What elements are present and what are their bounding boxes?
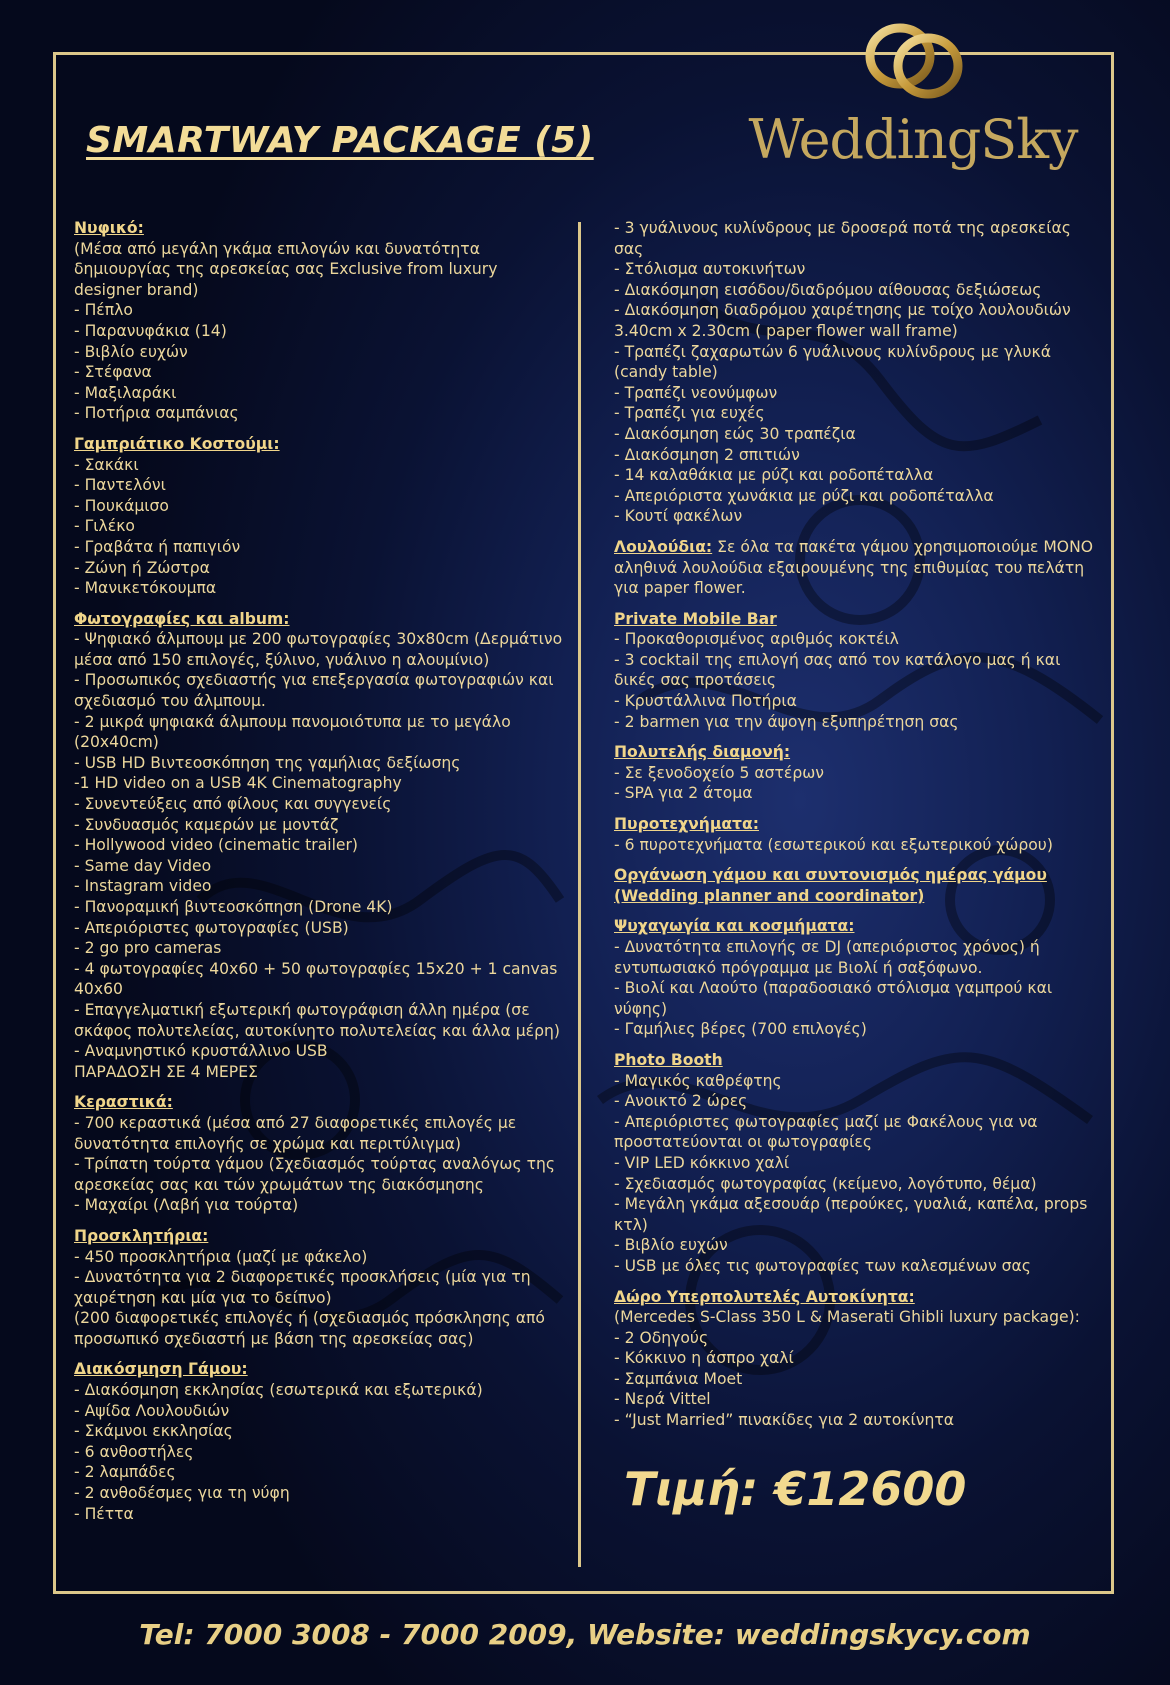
section-heading-line	[74, 1092, 570, 1113]
contact-footer: Tel: 7000 3008 - 7000 2009, Website: weddingskycy.com	[139, 1618, 1031, 1651]
section-heading-line	[614, 1287, 1094, 1308]
section-heading-line	[614, 916, 1094, 937]
section-heading-line	[74, 434, 570, 455]
package-item: - Απεριόριστα χωνάκια με ρύζι και ροδοπέταλλα	[614, 486, 994, 505]
package-item: - Βιβλίο ευχών	[74, 342, 188, 361]
package-item: - Τραπέζι νεονύμφων	[614, 383, 778, 402]
package-section	[74, 1226, 570, 1350]
package-item: - USB HD Βιντεοσκόπηση της γαμήλιας δεξίωσης	[74, 753, 461, 772]
package-section	[614, 742, 1094, 804]
section-heading: Νυφικό:	[74, 219, 144, 237]
section-heading: Κεραστικά:	[74, 1093, 173, 1112]
section-heading: Πολυτελής διαμονή:	[614, 743, 791, 762]
section-heading-line	[74, 1359, 570, 1380]
package-item: - Βιβλίο ευχών	[614, 1236, 728, 1255]
package-item: - Μεγάλη γκάμα αξεσουάρ (περούκες, γυαλιά, καπέλα, props κτλ)	[614, 1195, 1088, 1234]
package-item: - Στόλισμα αυτοκινήτων	[614, 260, 806, 279]
package-item: - Τρίπατη τούρτα γάμου (Σχεδιασμός τούρτας αναλόγως της αρεσκείας σας και τών χρωμάτων της διακόσμησης	[74, 1155, 556, 1194]
package-section	[614, 916, 1094, 1040]
package-item: - Instagram video	[74, 877, 212, 896]
package-item: - Επαγγελματική εξωτερική φωτογράφιση άλλη ημέρα (σε σκάφος πολυτελείας, αυτοκίνητο πολυτελείας και άλλα μέρη)	[74, 1000, 560, 1040]
package-item: - VIP LED κόκκινο χαλί	[614, 1153, 790, 1172]
package-item: - Ποτήρια σαμπάνιας	[74, 404, 239, 423]
package-item: - Μαξιλαράκι	[74, 383, 177, 402]
package-item: - Hollywood video (cinematic trailer)	[74, 836, 359, 855]
package-item: - Παντελόνι	[74, 476, 166, 495]
package-item: - Γραβάτα ή παπιγιόν	[74, 537, 241, 556]
wedding-rings-icon	[860, 16, 970, 106]
package-item: - Γιλέκο	[74, 517, 135, 536]
package-section	[614, 1287, 1094, 1431]
package-section	[74, 218, 570, 424]
package-item: - Νερά Vittel	[614, 1390, 711, 1409]
package-item: - Απεριόριστες φωτογραφίες μαζί με Φακέλους για να προστατεύονται οι φωτογραφίες	[614, 1112, 1038, 1152]
package-item: - 2 λαμπάδες	[74, 1463, 176, 1482]
section-heading: Δώρο Υπερπολυτελές Αυτοκίνητα:	[614, 1287, 915, 1306]
package-item: - Διακόσμηση εκκλησίας (εσωτερικά και εξωτερικά)	[74, 1381, 483, 1400]
section-heading: Οργάνωση γάμου και συντονισμός ημέρας γάμου (Wedding planner and coordinator)	[614, 866, 1047, 905]
section-heading: Private Mobile Bar	[614, 609, 777, 628]
package-section	[614, 609, 1094, 733]
logo-wordmark: WeddingSky	[748, 108, 1078, 171]
package-item: - Πέττα	[74, 1504, 134, 1523]
right-column	[614, 218, 1094, 1441]
package-item: - 3 cocktail της επιλογή σας από τον κατάλογο μας ή και δικές σας προτάσεις	[614, 650, 1061, 690]
package-item: - “Just Married” πινακίδες για 2 αυτοκίνητα	[614, 1411, 955, 1430]
package-item: (Mercedes S-Class 350 L & Maserati Ghibli luxury package):	[614, 1308, 1080, 1327]
package-item: - Σκάμνοι εκκλησίας	[74, 1422, 233, 1441]
package-item: - 450 προσκλητήρια (μαζί με φάκελο)	[74, 1247, 368, 1266]
package-item: - Πανοραμική βιντεοσκόπηση (Drone 4K)	[74, 898, 393, 916]
section-heading: Λουλούδια:	[614, 537, 713, 556]
package-section	[614, 218, 1094, 527]
section-heading-line	[614, 537, 1094, 599]
package-item: - SPA για 2 άτομα	[614, 784, 753, 803]
weddingsky-logo	[738, 16, 1088, 176]
package-item: ΠΑΡΑΔΟΣΗ ΣΕ 4 ΜΕΡΕΣ	[74, 1062, 258, 1081]
package-item: (Μέσα από μεγάλη γκάμα επιλογών και δυνατότητα δημιουργίας της αρεσκείας σας Exclusive from luxury designer brand)	[74, 239, 498, 299]
package-item: (200 διαφορετικές επιλογές ή (σχεδιασμός πρόσκλησης από προσωπικό σχεδιαστή με βάση της αρεσκείας σας)	[74, 1309, 545, 1348]
package-title: SMARTWAY PACKAGE (5)	[86, 120, 594, 161]
package-item: - Βιολί και Λαούτο (παραδοσιακό στόλισμα γαμπρού και νύφης)	[614, 979, 1053, 1018]
package-item: - Παρανυφάκια (14)	[74, 321, 227, 340]
section-heading-line	[74, 218, 570, 239]
package-section	[614, 814, 1094, 855]
package-item: - Συνεντεύξεις από φίλους και συγγενείς	[74, 795, 392, 814]
package-section	[74, 1359, 570, 1524]
section-heading: Προσκλητήρια:	[74, 1226, 209, 1245]
section-heading: Διακόσμηση Γάμου:	[74, 1360, 248, 1379]
package-item: - Συνδυασμός καμερών με μοντάζ	[74, 815, 339, 834]
package-item: - Διακόσμηση εισόδου/διαδρόμου αίθουσας δεξιώσεως	[614, 280, 1042, 299]
package-item: - Δυνατότητα επιλογής σε DJ (απεριόριστος χρόνος) ή εντυπωσιακό πρόγραμμα με Βιολί ή σαξόφωνο.	[614, 938, 1040, 977]
package-item: - Προκαθορισμένος αριθμός κοκτέιλ	[614, 630, 899, 649]
package-section	[614, 1050, 1094, 1277]
section-heading: Γαμπριάτικο Κοστούμι:	[74, 434, 280, 453]
package-item: - Σε ξενοδοχείο 5 αστέρων	[614, 763, 825, 782]
package-item: -1 HD video on a USB 4K Cinematography	[74, 774, 402, 793]
section-heading-line	[614, 814, 1094, 835]
package-item: - Γαμήλιες βέρες (700 επιλογές)	[614, 1020, 867, 1039]
package-item: - Αναμνηστικό κρυστάλλινο USB	[74, 1042, 328, 1061]
package-item: - Απεριόριστες φωτογραφίες (USB)	[74, 918, 349, 937]
package-item: - 2 μικρά ψηφιακά άλμπουμ πανομοιότυπα με το μεγάλο (20x40cm)	[74, 712, 511, 752]
column-divider	[578, 222, 581, 1567]
package-section	[74, 1092, 570, 1216]
section-heading: Photo Booth	[614, 1050, 723, 1069]
section-inline-text: Σε όλα τα πακέτα γάμου χρησιμοποιούμε ΜΟΝΟ αληθινά λουλούδια εξαιρουμένης της επιθυμίας του πελάτη για paper flower.	[614, 537, 1094, 598]
section-heading: Ψυχαγωγία και κοσμήματα:	[614, 917, 855, 936]
section-heading-line	[74, 609, 570, 630]
package-item: - 2 ανθοδέσμες για τη νύφη	[74, 1484, 290, 1503]
package-item: - Τραπέζι για ευχές	[614, 404, 765, 423]
package-item: - Μανικετόκουμπα	[74, 579, 217, 598]
package-section	[74, 609, 570, 1083]
section-heading-line	[614, 1050, 1094, 1071]
package-item: - Ψηφιακό άλμπουμ με 200 φωτογραφίες 30x80cm (Δερμάτινο μέσα από 150 επιλογές, ξύλινο, γυάλινο η αλουμίνιο)	[74, 630, 563, 669]
package-item: - Ανοικτό 2 ώρες	[614, 1092, 748, 1111]
section-heading-line	[614, 609, 1094, 630]
package-item: - 14 καλαθάκια με ρύζι και ροδοπέταλλα	[614, 466, 934, 485]
left-column	[74, 218, 570, 1534]
package-section	[614, 865, 1094, 906]
package-item: - USB με όλες τις φωτογραφίες των καλεσμένων σας	[614, 1256, 1031, 1275]
package-item: - Κουτί φακέλων	[614, 507, 743, 526]
package-item: - 3 γυάλινους κυλίνδρους με δροσερά ποτά της αρεσκείας σας	[614, 219, 1071, 258]
package-item: - 6 ανθοστήλες	[74, 1442, 194, 1461]
package-item: - Διακόσμηση διαδρόμου χαιρέτησης με τοίχο λουλουδιών 3.40cm x 2.30cm ( paper flower wall frame)	[614, 301, 1071, 340]
package-item: - Πουκάμισο	[74, 496, 169, 515]
section-heading: Φωτογραφίες και album:	[74, 609, 290, 628]
package-item: - Κόκκινο η άσπρο χαλί	[614, 1349, 794, 1368]
package-item: - 4 φωτογραφίες 40x60 + 50 φωτογραφίες 15x20 + 1 canvas 40x60	[74, 959, 558, 999]
package-item: - Same day Video	[74, 856, 212, 875]
package-item: - Σαμπάνια Moet	[614, 1369, 743, 1388]
section-heading: Πυροτεχνήματα:	[614, 815, 759, 834]
package-item: - Μαχαίρι (Λαβή για τούρτα)	[74, 1196, 299, 1215]
section-heading-line	[614, 742, 1094, 763]
package-price: Τιμή: €12600	[624, 1462, 967, 1516]
package-item: - Τραπέζι ζαχαρωτών 6 γυάλινους κυλίνδρους με γλυκά (candy table)	[614, 342, 1052, 382]
package-item: - 2 Οδηγούς	[614, 1328, 709, 1347]
package-item: - Σχεδιασμός φωτογραφίας (κείμενο, λογότυπο, θέμα)	[614, 1174, 1037, 1193]
package-item: - Αψίδα Λουλουδιών	[74, 1401, 230, 1420]
package-section	[614, 537, 1094, 599]
package-item: - Διακόσμηση 2 σπιτιών	[614, 445, 800, 464]
package-item: - Ζώνη ή Ζώστρα	[74, 558, 210, 577]
package-item: - 700 κεραστικά (μέσα από 27 διαφορετικές επιλογές με δυνατότητα επιλογής σε χρώμα και περιτύλιγμα)	[74, 1113, 517, 1153]
section-heading-line	[74, 1226, 570, 1247]
section-heading-line	[614, 865, 1094, 906]
package-item: - Διακόσμηση εώς 30 τραπέζια	[614, 424, 856, 443]
package-item: - 2 barmen για την άψογη εξυπηρέτηση σας	[614, 712, 959, 731]
package-section	[74, 434, 570, 599]
package-item: - Μαγικός καθρέφτης	[614, 1071, 782, 1090]
package-item: - Πέπλο	[74, 301, 133, 320]
package-item: - 6 πυροτεχνήματα (εσωτερικού και εξωτερικού χώρου)	[614, 835, 1053, 854]
package-item: - Στέφανα	[74, 363, 152, 382]
package-item: - 2 go pro cameras	[74, 939, 222, 958]
package-item: - Κρυστάλλινα Ποτήρια	[614, 692, 797, 711]
package-item: - Δυνατότητα για 2 διαφορετικές προσκλήσεις (μία για τη χαιρέτηση και μία για το δείπνο)	[74, 1268, 531, 1307]
package-item: - Προσωπικός σχεδιαστής για επεξεργασία φωτογραφιών και σχεδιασμό του άλμπουμ.	[74, 671, 554, 711]
package-item: - Σακάκι	[74, 455, 139, 474]
